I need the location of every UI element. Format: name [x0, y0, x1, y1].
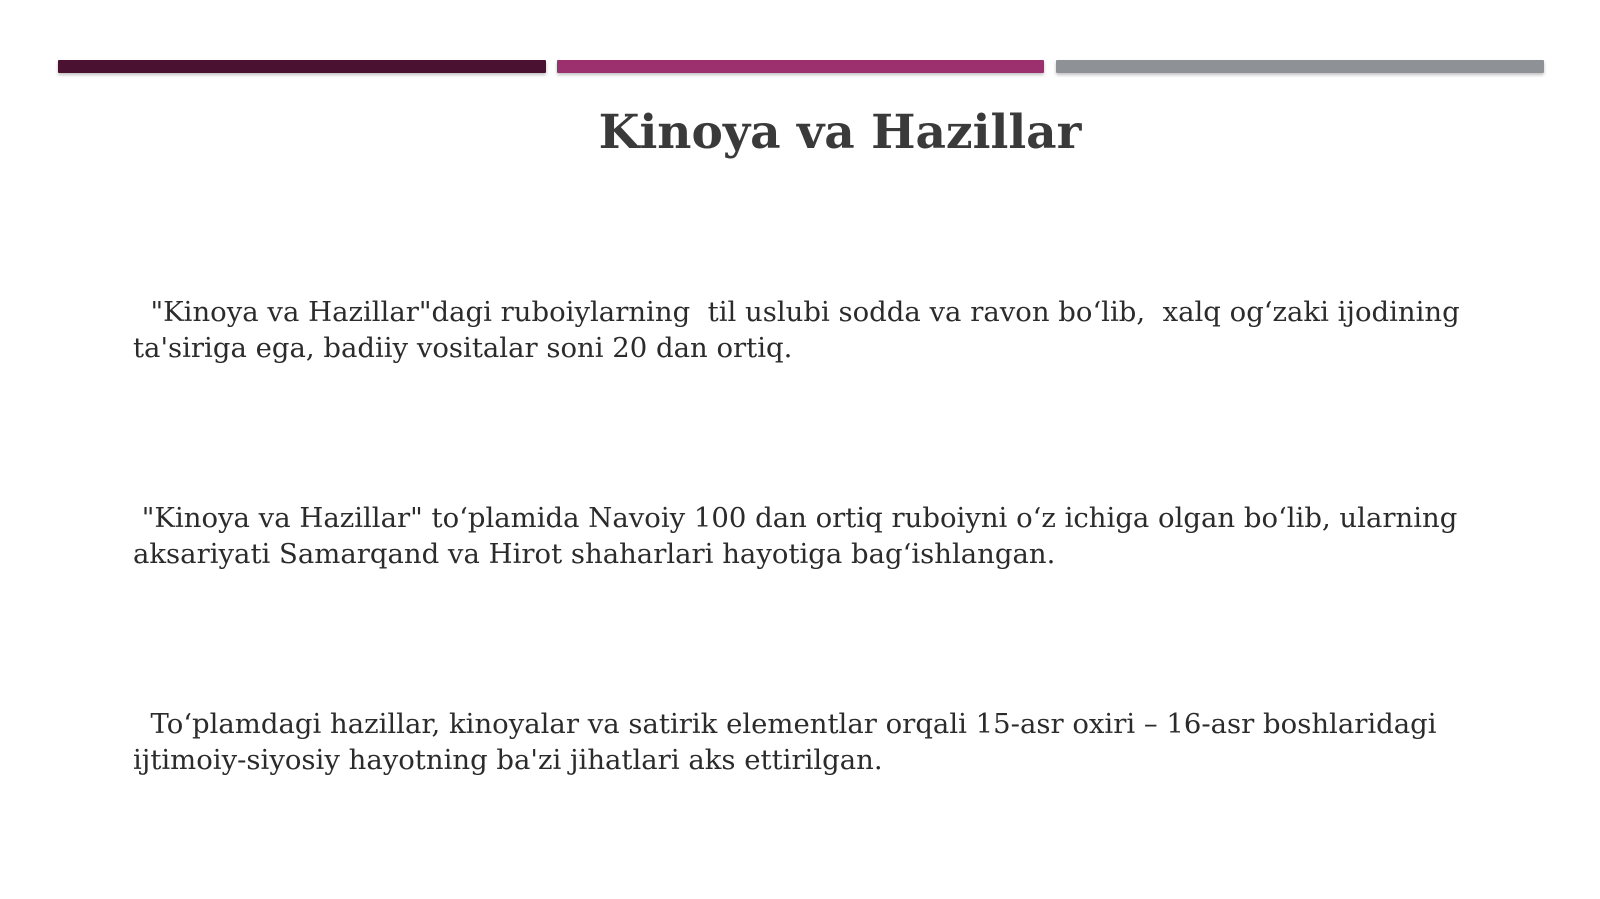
paragraph-2: "Kinoya va Hazillar" to‘plamida Navoiy 100 dan ortiq ruboiyni o‘z ichiga olgan bo‘lib, ularning aksariyati Samarqand va Hirot shaharlari hayotiga bag‘ishlangan. — [133, 502, 1467, 570]
paragraph-3: To‘plamdagi hazillar, kinoyalar va satirik elementlar orqali 15-asr oxiri – 16-asr boshlaridagi ijtimoiy-siyosiy hayotning ba'zi jihatlari aks ettirilgan. — [133, 708, 1446, 776]
slide-title: Kinoya va Hazillar — [598, 105, 1082, 160]
accent-bar-magenta — [557, 60, 1044, 73]
paragraph-1: "Kinoya va Hazillar"dagi ruboiylarning til uslubi sodda va ravon bo‘lib, xalq og‘zaki ijodining ta'siriga ega, badiiy vositalar soni 20 dan ortiq. — [133, 296, 1478, 364]
accent-bar-gray — [1056, 60, 1544, 73]
accent-bar-dark — [58, 60, 546, 73]
